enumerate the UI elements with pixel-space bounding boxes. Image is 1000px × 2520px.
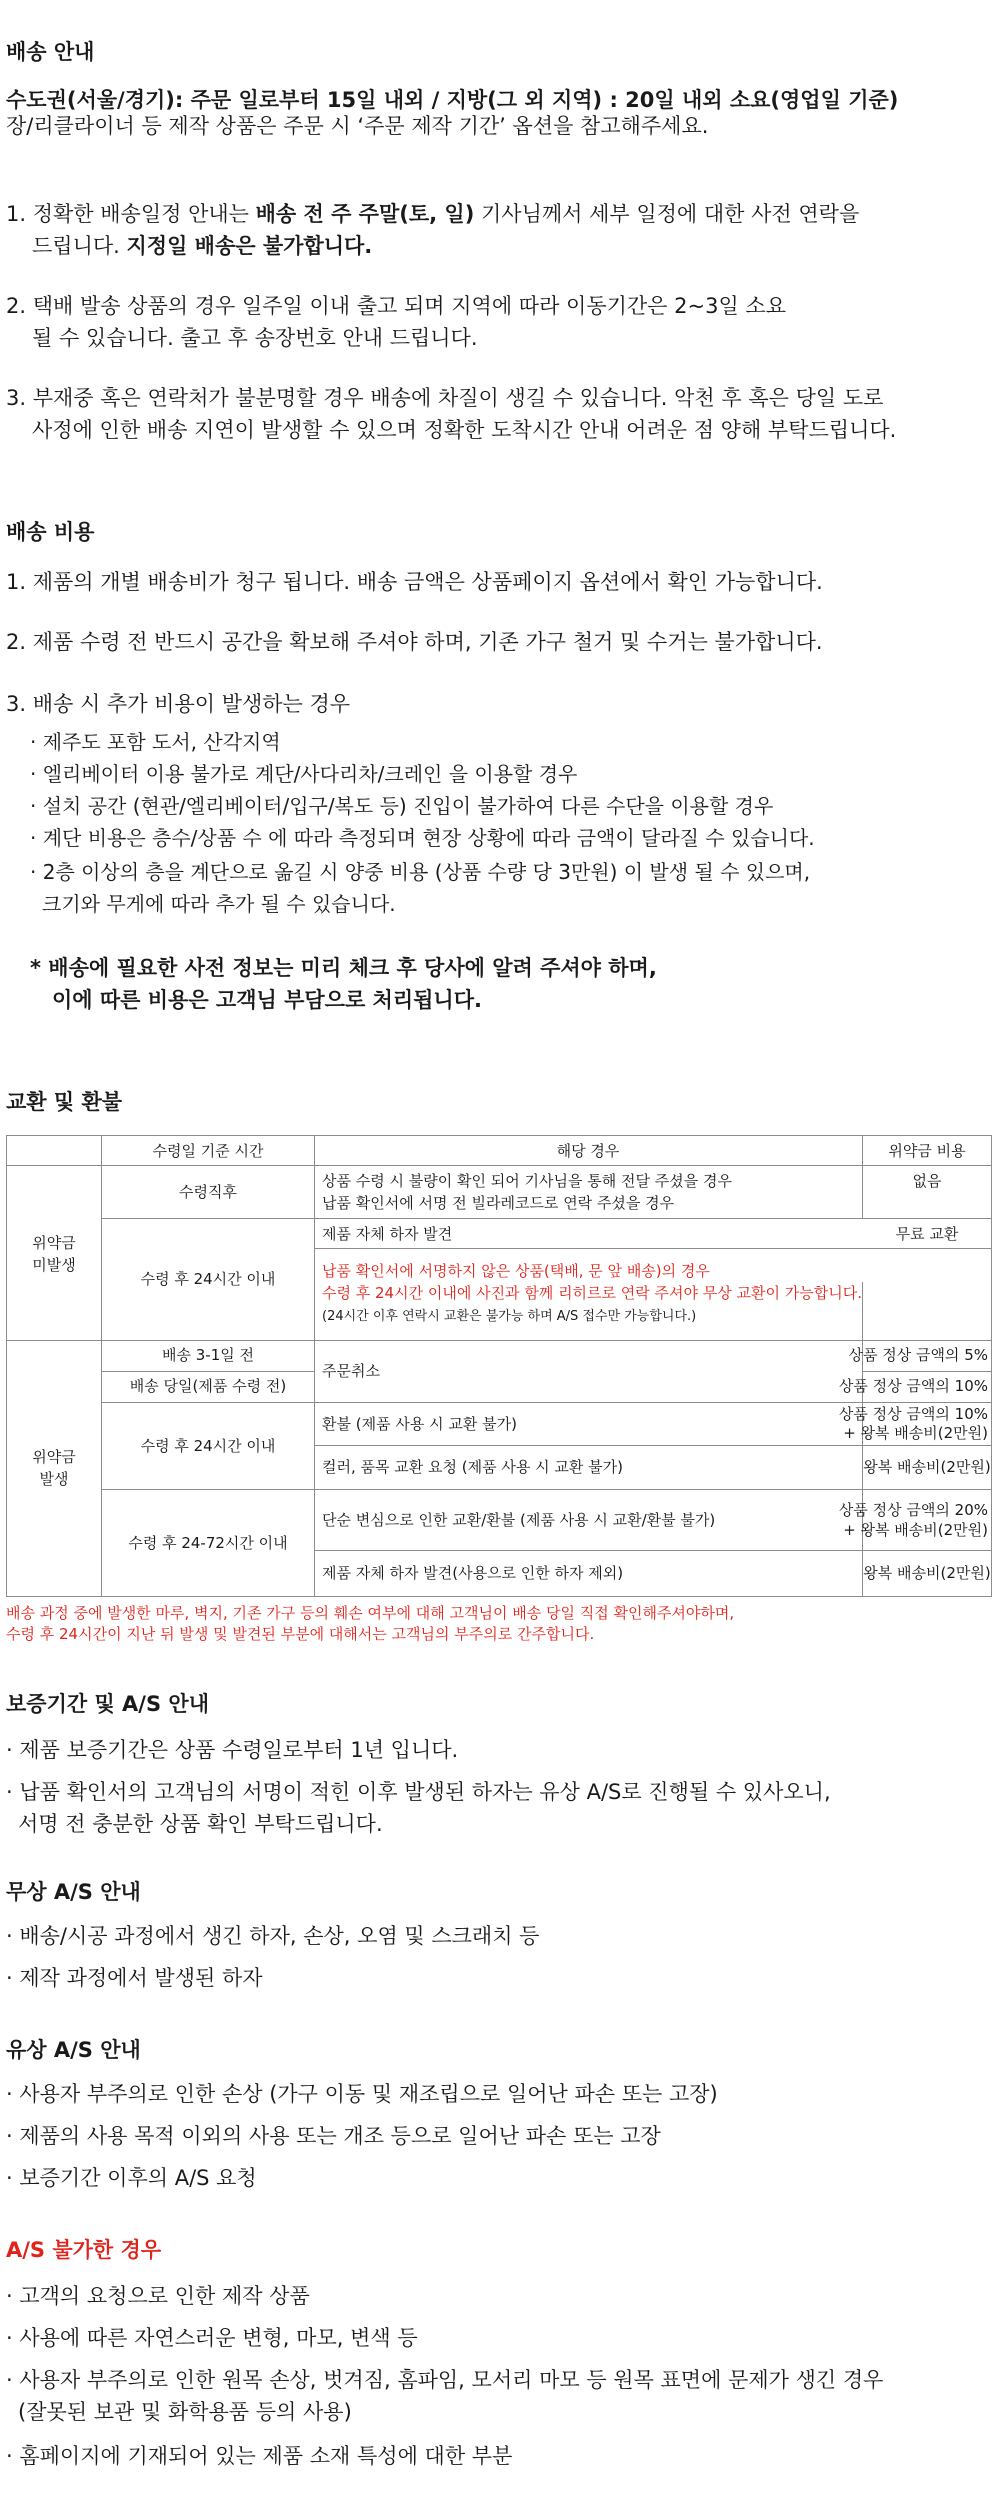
extra-cost-item: · 계단 비용은 층수/상품 수 에 따라 측정되며 현장 상황에 따라 금액이 달라질 수 있습니다. — [30, 826, 815, 850]
table-cell: 무료 교환 — [895, 1225, 959, 1243]
table-cell: 상품 정상 금액의 5% — [848, 1346, 988, 1364]
table-cell: 주문취소 — [322, 1362, 380, 1380]
table-cell: 상품 정상 금액의 10% — [838, 1377, 988, 1395]
table-cell: 수령 후 24시간 이내 — [140, 1437, 276, 1455]
table-cell: 없음 — [912, 1172, 942, 1190]
col-header-fee: 위약금 비용 — [888, 1142, 966, 1160]
group-no-penalty: 위약금 — [32, 1234, 76, 1252]
table-cell: + 왕복 배송비(2만원) — [843, 1521, 988, 1539]
extra-cost-item: · 제주도 포함 도서, 산각지역 — [30, 730, 281, 754]
table-cell: 왕복 배송비(2만원) — [863, 1564, 991, 1582]
col-header-case: 해당 경우 — [556, 1142, 620, 1160]
free-as-item: · 제작 과정에서 발생된 하자 — [6, 1966, 263, 1990]
exchange-title: 교환 및 환불 — [6, 1090, 123, 1114]
cost-item-3: 3. 배송 시 추가 비용이 발생하는 경우 — [6, 692, 351, 716]
shipping-item-1-cont: 드립니다. 지정일 배송은 불가합니다. — [32, 234, 373, 258]
no-as-title: A/S 불가한 경우 — [6, 2238, 162, 2262]
red-notice: 납품 확인서에 서명하지 않은 상품(택배, 문 앞 배송)의 경우 — [322, 1262, 710, 1280]
table-cell: 상품 정상 금액의 10% — [838, 1405, 988, 1423]
exchange-footnote: 배송 과정 중에 발생한 마루, 벽지, 기존 가구 등의 훼손 여부에 대해 고객님이 배송 당일 직접 확인해주셔야하며, — [6, 1604, 735, 1622]
group-penalty-2: 발생 — [39, 1470, 69, 1488]
no-as-item-cont: (잘못된 보관 및 화학용품 등의 사용) — [18, 2400, 352, 2424]
table-cell: 배송 3-1일 전 — [162, 1346, 254, 1364]
no-as-item: · 사용자 부주의로 인한 원목 손상, 벗겨짐, 홈파임, 모서리 마모 등 원목 표면에 문제가 생긴 경우 — [6, 2368, 884, 2392]
shipping-item-2: 2. 택배 발송 상품의 경우 일주일 이내 출고 되며 지역에 따라 이동기간은 2~3일 소요 — [6, 294, 786, 318]
table-cell: 단순 변심으로 인한 교환/환불 (제품 사용 시 교환/환불 불가) — [322, 1511, 716, 1529]
col-header-time: 수령일 기준 시간 — [152, 1142, 264, 1160]
warranty-line: · 제품 보증기간은 상품 수령일로부터 1년 입니다. — [6, 1738, 459, 1762]
table-cell: 제품 자체 하자 발견 — [322, 1225, 453, 1243]
table-cell: 수령직후 — [179, 1183, 237, 1201]
cost-item-2: 2. 제품 수령 전 반드시 공간을 확보해 주셔야 하며, 기존 가구 철거 및 수거는 불가합니다. — [6, 630, 823, 654]
free-as-item: · 배송/시공 과정에서 생긴 하자, 손상, 오염 및 스크래치 등 — [6, 1924, 540, 1948]
paid-as-item: · 보증기간 이후의 A/S 요청 — [6, 2166, 257, 2190]
warranty-title: 보증기간 및 A/S 안내 — [6, 1692, 209, 1716]
table-cell: + 왕복 배송비(2만원) — [843, 1424, 988, 1442]
table-cell: 상품 정상 금액의 20% — [838, 1501, 988, 1519]
shipping-cost-title: 배송 비용 — [6, 520, 95, 544]
shipping-note: * 배송에 필요한 사전 정보는 미리 체크 후 당사에 알려 주셔야 하며, — [30, 956, 657, 980]
table-cell: 납품 확인서에 서명 전 빌라레코드로 연락 주셨을 경우 — [322, 1194, 675, 1212]
paid-as-item: · 제품의 사용 목적 이외의 사용 또는 개조 등으로 일어난 파손 또는 고장 — [6, 2124, 661, 2148]
table-cell: (24시간 이후 연락시 교환은 불가능 하며 A/S 접수만 가능합니다.) — [322, 1309, 697, 1324]
paid-as-item: · 사용자 부주의로 인한 손상 (가구 이동 및 재조립으로 일어난 파손 또는 고장) — [6, 2082, 718, 2106]
table-cell: 수령 후 24시간 이내 — [140, 1270, 276, 1288]
group-no-penalty-2: 미발생 — [32, 1256, 76, 1274]
table-cell: 제품 자체 하자 발견(사용으로 인한 하자 제외) — [322, 1564, 624, 1582]
table-cell: 왕복 배송비(2만원) — [863, 1458, 991, 1476]
free-as-title: 무상 A/S 안내 — [6, 1880, 141, 1904]
extra-cost-item: · 2층 이상의 층을 계단으로 옮길 시 양중 비용 (상품 수량 당 3만원) 이 발생 될 수 있으며, — [30, 860, 811, 884]
no-as-item: · 홈페이지에 기재되어 있는 제품 소재 특성에 대한 부분 — [6, 2444, 513, 2468]
shipping-item-1: 1. 정확한 배송일정 안내는 배송 전 주 주말(토, 일) 기사님께서 세부 일정에 대한 사전 연락을 — [6, 202, 860, 226]
extra-cost-item-cont: 크기와 무게에 따라 추가 될 수 있습니다. — [42, 892, 396, 916]
table-cell: 배송 당일(제품 수령 전) — [129, 1377, 287, 1395]
table-cell: 컬러, 품목 교환 요청 (제품 사용 시 교환 불가) — [322, 1458, 623, 1476]
extra-cost-item: · 엘리베이터 이용 불가로 계단/사다리차/크레인 을 이용할 경우 — [30, 762, 578, 786]
no-as-item: · 고객의 요청으로 인한 제작 상품 — [6, 2284, 310, 2308]
table-cell: 수령 후 24-72시간 이내 — [128, 1534, 288, 1552]
no-as-item: · 사용에 따른 자연스러운 변형, 마모, 변색 등 — [6, 2326, 418, 2350]
paid-as-title: 유상 A/S 안내 — [6, 2038, 141, 2062]
red-notice: 수령 후 24시간 이내에 사진과 함께 리히르로 연락 주셔야 무상 교환이 가능합니다. — [322, 1284, 862, 1302]
custom-order-note: 장/리클라이너 등 제작 상품은 주문 시 ‘주문 제작 기간’ 옵션을 참고해주세요. — [6, 114, 709, 138]
shipping-note-cont: 이에 따른 비용은 고객님 부담으로 처리됩니다. — [52, 988, 482, 1012]
warranty-line-cont: 서명 전 충분한 상품 확인 부탁드립니다. — [18, 1812, 383, 1836]
shipping-item-3: 3. 부재중 혹은 연락처가 불분명할 경우 배송에 차질이 생길 수 있습니다. 악천 후 혹은 당일 도로 — [6, 386, 884, 410]
extra-cost-item: · 설치 공간 (현관/엘리베이터/입구/복도 등) 진입이 불가하여 다른 수단을 이용할 경우 — [30, 794, 774, 818]
shipping-item-3-cont: 사정에 인한 배송 지연이 발생할 수 있으며 정확한 도착시간 안내 어려운 점 양해 부탁드립니다. — [32, 418, 897, 442]
shipping-item-2-cont: 될 수 있습니다. 출고 후 송장번호 안내 드립니다. — [32, 326, 478, 350]
shipping-period-line: 수도권(서울/경기): 주문 일로부터 15일 내외 / 지방(그 외 지역) : 20일 내외 소요(영업일 기준) — [6, 88, 899, 112]
table-cell: 환불 (제품 사용 시 교환 불가) — [322, 1415, 517, 1433]
exchange-table — [6, 1135, 992, 1597]
cost-item-1: 1. 제품의 개별 배송비가 청구 됩니다. 배송 금액은 상품페이지 옵션에서 확인 가능합니다. — [6, 570, 823, 594]
warranty-line: · 납품 확인서의 고객님의 서명이 적힌 이후 발생된 하자는 유상 A/S로 진행될 수 있사오니, — [6, 1780, 831, 1804]
exchange-footnote-2: 수령 후 24시간이 지난 뒤 발생 및 발견된 부분에 대해서는 고객님의 부주의로 간주합니다. — [6, 1625, 595, 1643]
group-penalty: 위약금 — [32, 1448, 76, 1466]
table-cell: 상품 수령 시 불량이 확인 되어 기사님을 통해 전달 주셨을 경우 — [322, 1172, 732, 1190]
shipping-info-title: 배송 안내 — [6, 40, 95, 64]
